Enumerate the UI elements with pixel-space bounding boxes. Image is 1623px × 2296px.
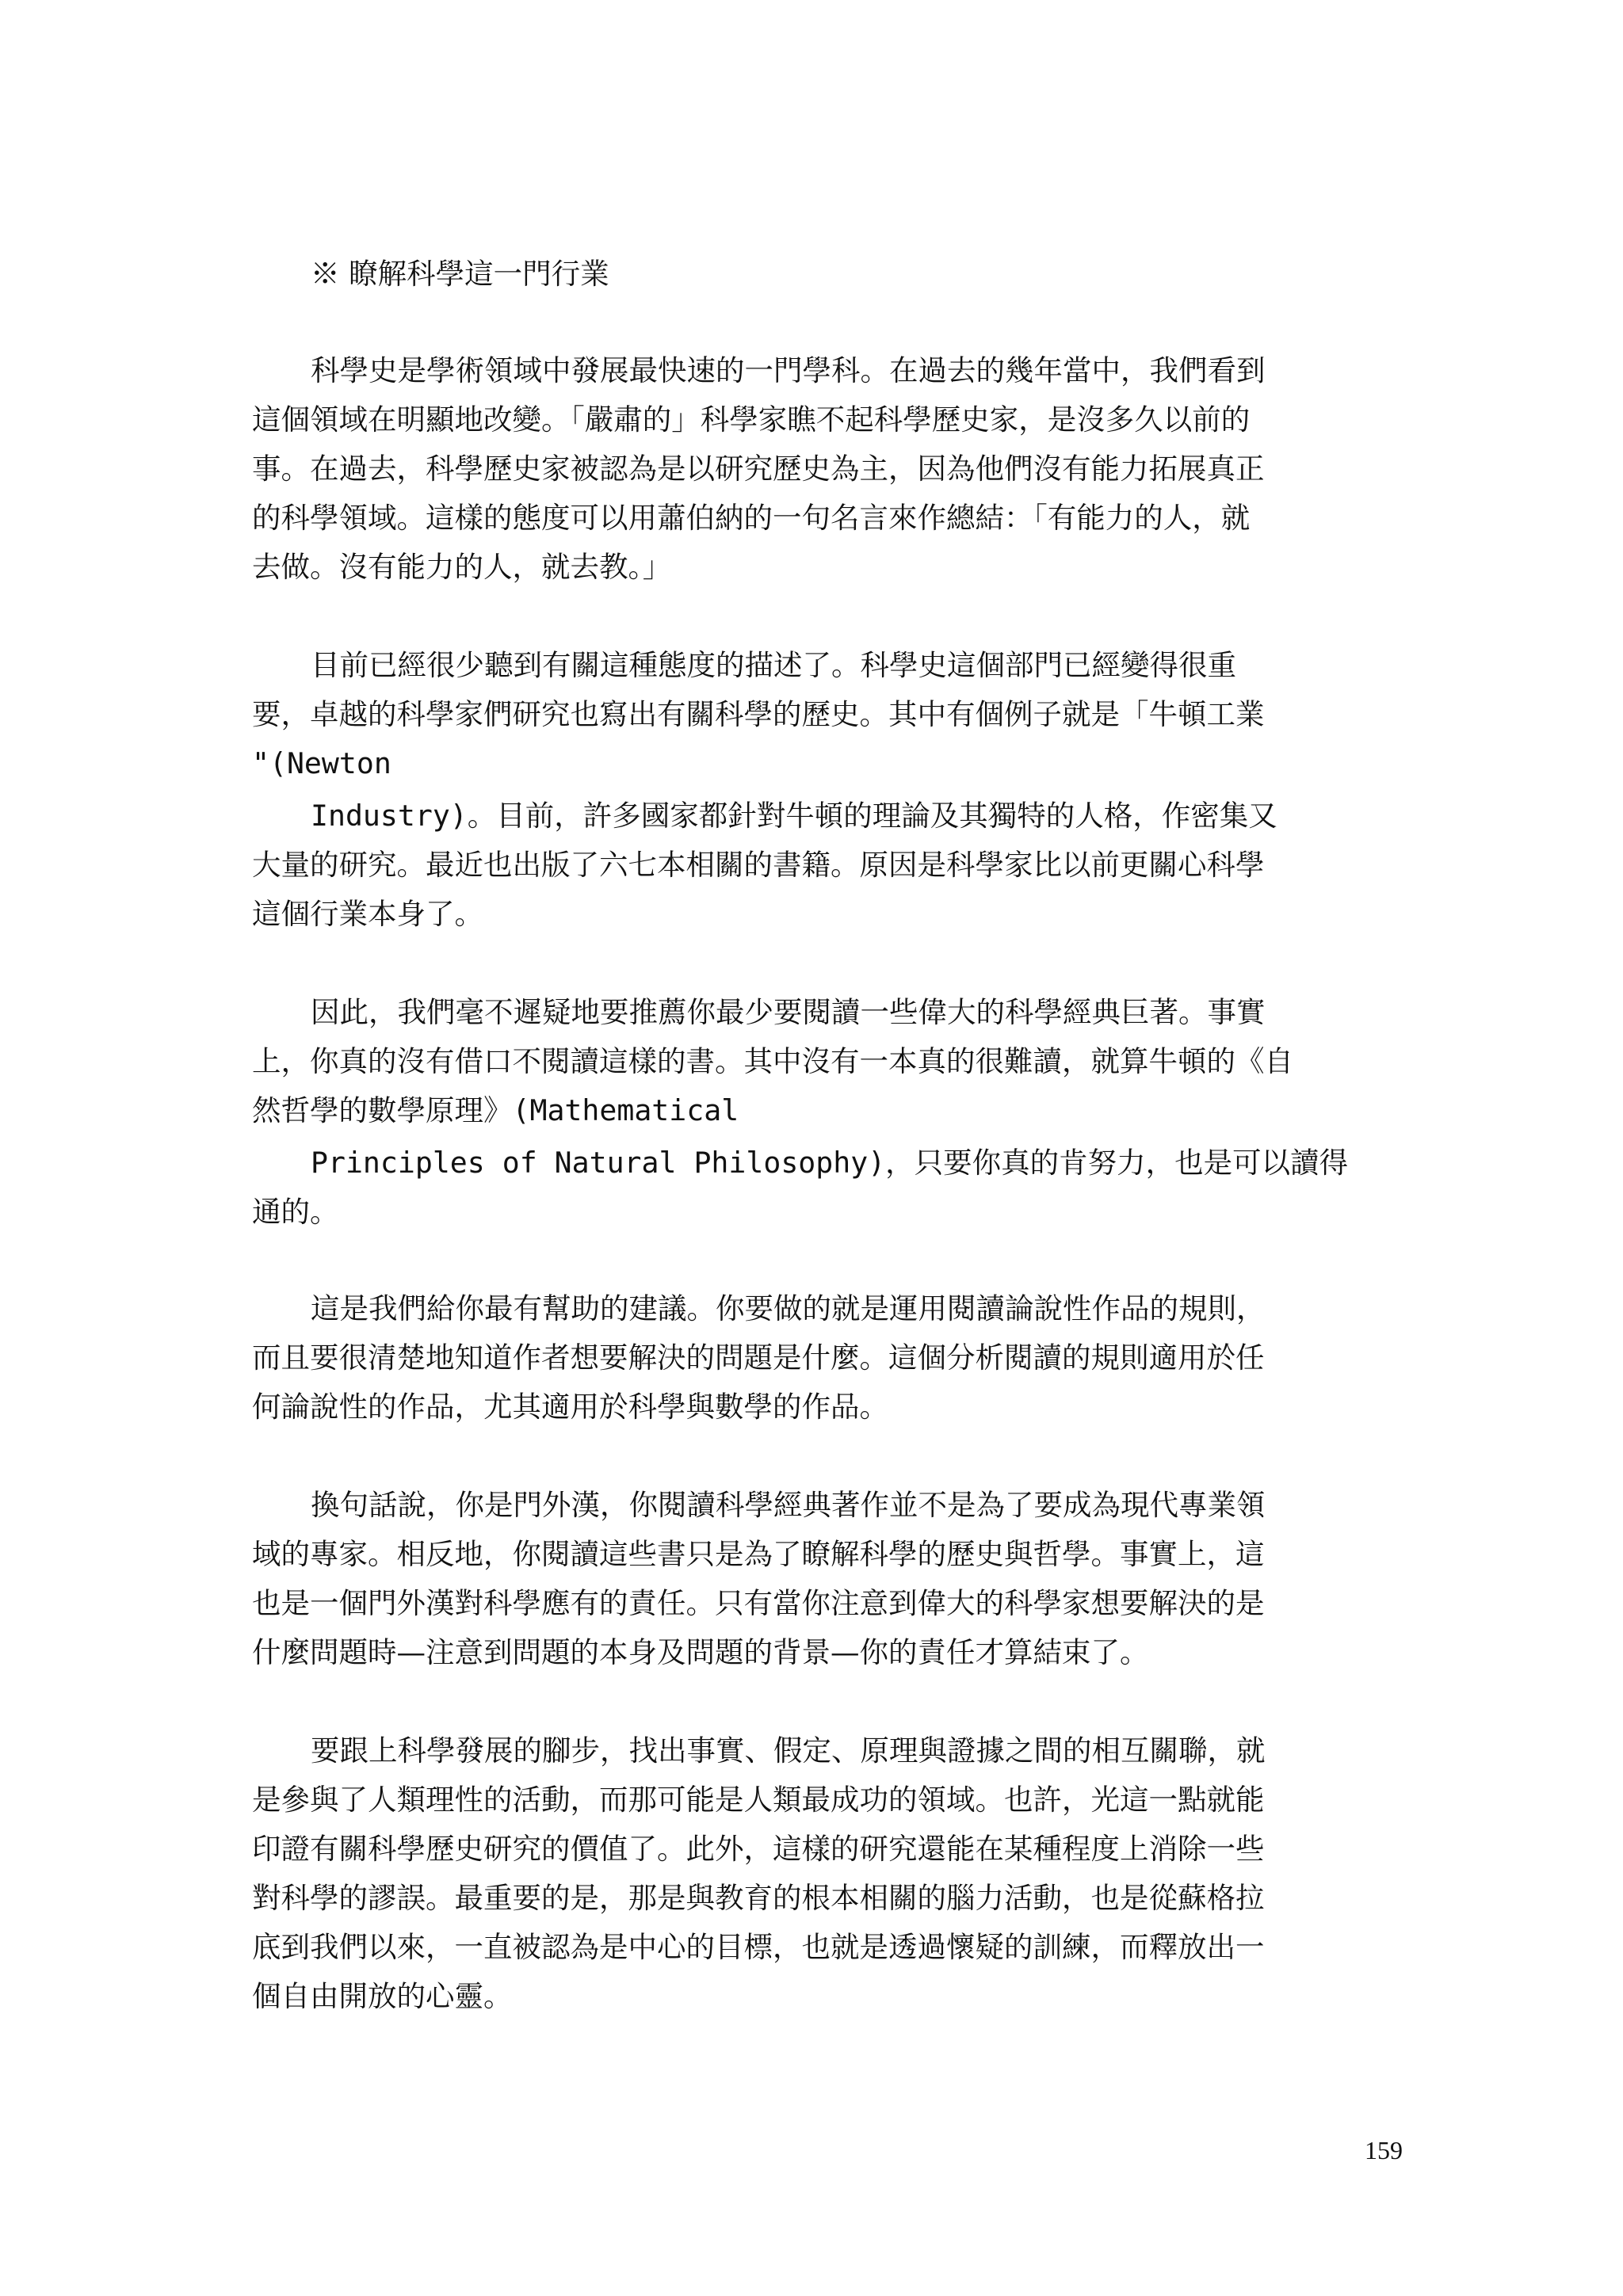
paragraph-6-line-1: 要跟上科學發展的腳步，找出事實、假定、原理與證據之間的相互關聯，就 (311, 1733, 1266, 1768)
paragraph-5-line-2: 域的專家。相反地，你閱讀這些書只是為了瞭解科學的歷史與哲學。事實上，這 (252, 1537, 1265, 1571)
paragraph-6-line-6: 個自由開放的心靈。 (252, 1979, 513, 2013)
paragraph-6-line-3: 印證有關科學歷史研究的價值了。此外，這樣的研究還能在某種程度上消除一些 (252, 1832, 1265, 1866)
paragraph-5-line-4: 什麼問題時—注意到問題的本身及問題的背景—你的責任才算結束了。 (252, 1635, 1149, 1669)
paragraph-1-line-4: 的科學領域。這樣的態度可以用蕭伯納的一句名言來作總結：「有能力的人，就 (252, 501, 1251, 535)
paragraph-5-line-1: 換句話說，你是門外漢，你閱讀科學經典著作並不是為了要成為現代專業領 (311, 1488, 1266, 1522)
paragraph-2-line-1: 目前已經很少聽到有關這種態度的描述了。科學史這個部門已經變得很重 (311, 648, 1236, 682)
paragraph-1-line-1: 科學史是學術領域中發展最快速的一門學科。在過去的幾年當中，我們看到 (311, 353, 1266, 387)
paragraph-1-line-5: 去做。沒有能力的人，就去教。」 (252, 550, 672, 584)
paragraph-2-line-4: Industry)。目前，許多國家都針對牛頓的理論及其獨特的人格，作密集又 (311, 799, 1277, 833)
paragraph-4-line-1: 這是我們給你最有幫助的建議。你要做的就是運用閱讀論說性作品的規則， (311, 1291, 1266, 1325)
paragraph-6-line-4: 對科學的謬誤。最重要的是，那是與教育的根本相關的腦力活動，也是從蘇格拉 (252, 1881, 1265, 1915)
paragraph-5-line-3: 也是一個門外漢對科學應有的責任。只有當你注意到偉大的科學家想要解決的是 (252, 1586, 1265, 1620)
paragraph-3-line-2: 上，你真的沒有借口不閱讀這樣的書。其中沒有一本真的很難讀，就算牛頓的《自 (252, 1044, 1293, 1078)
paragraph-1-line-2: 這個領域在明顯地改變。「嚴肅的」科學家瞧不起科學歷史家，是沒多久以前的 (252, 402, 1251, 437)
paragraph-3-line-5: 通的。 (252, 1195, 339, 1229)
paragraph-2-line-2: 要，卓越的科學家們研究也寫出有關科學的歷史。其中有個例子就是「牛頓工業 (252, 697, 1265, 731)
paragraph-3-line-1: 因此，我們毫不遲疑地要推薦你最少要閱讀一些偉大的科學經典巨著。事實 (311, 995, 1266, 1029)
paragraph-3-line-3: 然哲學的數學原理》(Mathematical (252, 1093, 739, 1127)
paragraph-2-line-5: 大量的研究。最近也出版了六七本相關的書籍。原因是科學家比以前更關心科學 (252, 848, 1265, 882)
paragraph-2-line-3: "(Newton (252, 746, 391, 780)
section-heading: ※ 瞭解科學這一門行業 (311, 257, 609, 291)
paragraph-2-line-6: 這個行業本身了。 (252, 897, 483, 931)
page-number: 159 (1365, 2136, 1403, 2164)
paragraph-3-line-4: Principles of Natural Philosophy)，只要你真的肯努力，也是可以讀得 (311, 1146, 1349, 1180)
paragraph-6-line-2: 是參與了人類理性的活動，而那可能是人類最成功的領域。也許，光這一點就能 (252, 1783, 1265, 1817)
paragraph-4-line-3: 何論說性的作品，尤其適用於科學與數學的作品。 (252, 1390, 888, 1424)
paragraph-4-line-2: 而且要很清楚地知道作者想要解決的問題是什麼。這個分析閱讀的規則適用於任 (252, 1341, 1265, 1375)
paragraph-1-line-3: 事。在過去，科學歷史家被認為是以研究歷史為主，因為他們沒有能力拓展真正 (252, 452, 1265, 486)
paragraph-6-line-5: 底到我們以來，一直被認為是中心的目標，也就是透過懷疑的訓練，而釋放出一 (252, 1930, 1265, 1964)
